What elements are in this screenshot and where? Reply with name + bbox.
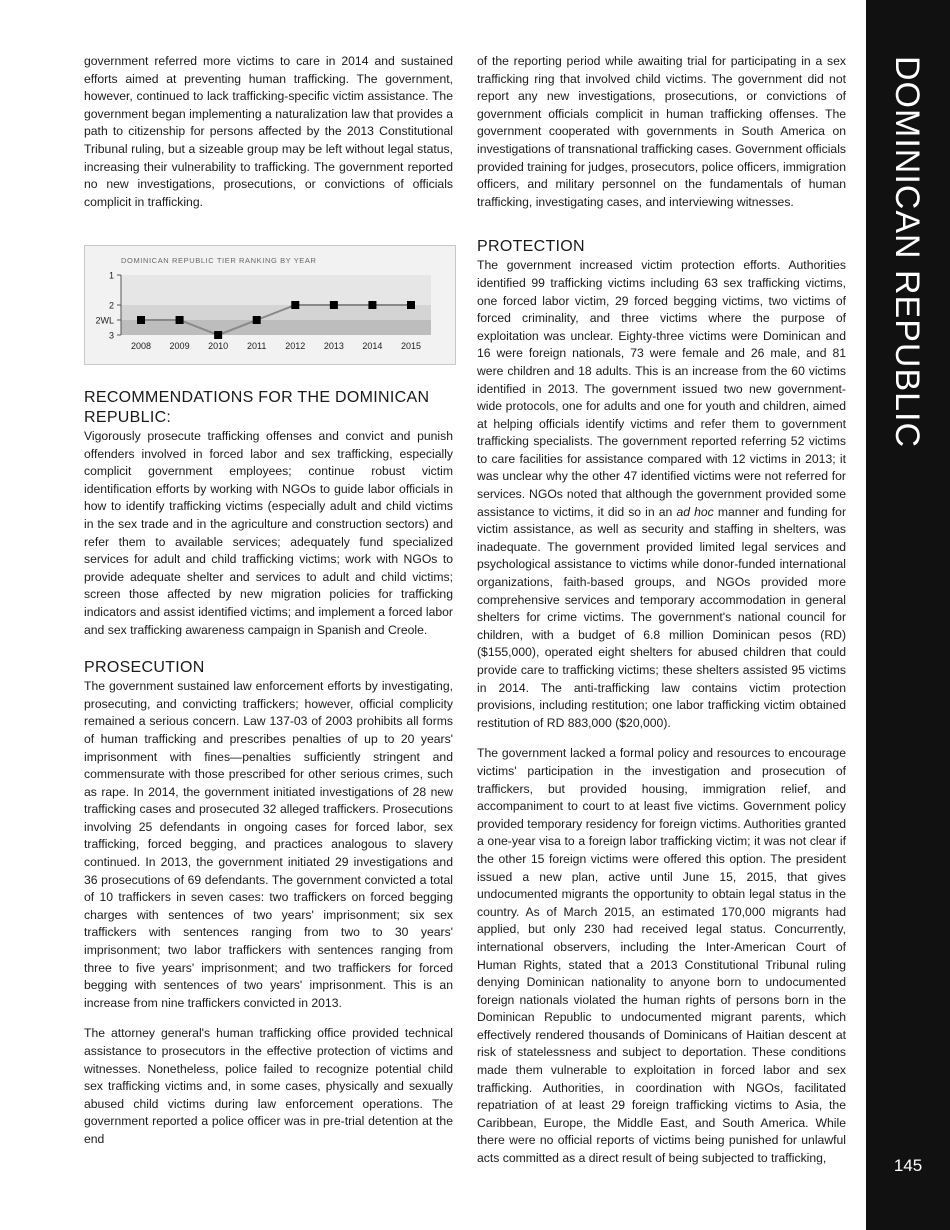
x-tick-label: 2013 (323, 341, 344, 351)
x-tick-label: 2009 (169, 341, 190, 351)
sidebar (866, 0, 950, 1230)
tier-point-2008 (137, 316, 145, 324)
chart-title: DOMINICAN REPUBLIC TIER RANKING BY YEAR (121, 256, 317, 265)
chart-canvas (85, 246, 455, 364)
prosecution-paragraph-2: The attorney general's human trafficking office provided technical assistance to prosecutors in the effective protection of victims and witnesses. Nonetheless, police failed to recognize potential child sex trafficking victims and, in some cases, physically and sexually abused child victims during law enforcement operations. The government reported a police officer was in pre-trial detention at the end (84, 1026, 453, 1146)
protection-text-a: The government increased victim protection efforts. Authorities identified 99 trafficking victims including 63 sex trafficking victims, one forced labor victim, 29 forced begging victims, two victims of forced criminality, and three victims where the purpose of exploitation was unclear. Eighty-three victims were Dominican and 16 were foreign nationals, 73 were female and 26 male, and 81 were children and 18 adults. This is an increase from the 60 victims identified in 2013. The government issued two new government-wide protocols, one for adults and one for youth and children, aimed at helping officials identify victims and refer them to government trafficking specialists. The government reported referring 52 victims to care facilities for assistance compared with 12 victims in 2013; it was unclear why the other 47 identified victims were not referred for services. NGOs noted that although the government provided some assistance to victims, it did so in an (477, 258, 846, 519)
recommendations-body: Vigorously prosecute trafficking offenses and convict and punish offenders involved in forced labor and sex trafficking, especially complicit government employees; continue robust victim identification efforts by working with NGOs to guide labor officials in how to identify trafficking victims (especially adult and child victims in the sex trade and in the agriculture and construction sectors) and refer them to available services; adequately fund specialized services for adult and child trafficking victims; work with NGOs to provide adequate shelter and services to adult and child victims; screen those affected by new migration policies for trafficking indicators and assist identified victims; and implement a forced labor and sex trafficking awareness campaign in Spanish and Creole. (84, 429, 453, 637)
y-tick-label: 2WL (95, 315, 114, 326)
protection-paragraph-1 (477, 257, 846, 732)
band-tier-2wl (121, 320, 431, 335)
recommendations-heading (84, 388, 453, 428)
tier-point-2014 (368, 301, 376, 309)
recommendations-heading-line1: RECOMMENDATIONS FOR THE DOMINICAN (84, 389, 430, 406)
protection-heading: PROTECTION (477, 238, 585, 256)
ad-hoc-term: ad hoc (676, 504, 714, 519)
x-tick-label: 2014 (362, 341, 383, 351)
intro-paragraph: government referred more victims to care in 2014 and sustained efforts aimed at preventing human trafficking. The government, however, continued to lack trafficking-specific victim assistance. The government began implementing a naturalization law that provides a path to citizenship for persons affected by the 2013 Constitutional Tribunal ruling, but a sizeable group may be left without legal status, increasing their vulnerability to trafficking. The government reported no new investigations, prosecutions, or convictions of officials complicit in trafficking. (84, 54, 453, 209)
y-tick-label: 1 (108, 270, 114, 281)
right-column (477, 53, 846, 1168)
x-tick-label: 2010 (208, 341, 229, 351)
y-tick-label: 2 (108, 300, 114, 311)
tier-point-2012 (291, 301, 299, 309)
tier-point-2015 (407, 301, 415, 309)
tier-point-2013 (330, 301, 338, 309)
recommendations-section (84, 388, 453, 1149)
tier-point-2011 (253, 316, 261, 324)
x-tick-label: 2012 (285, 341, 306, 351)
prosecution-continued: of the reporting period while awaiting trial for participating in a sex trafficking ring that involved child victims. The government did not report any new investigations, prosecutions, or convictions of government officials complicit in human trafficking offenses. The government cooperated with governments in South America on investigations of transnational trafficking cases. Government officials provided training for judges, prosecutors, police officers, immigration officers, and military personnel on the fundamentals of human trafficking, investigating cases, and interviewing witnesses. (477, 54, 846, 209)
x-tick-label: 2015 (400, 341, 422, 351)
prosecution-heading: PROSECUTION (84, 659, 205, 677)
recommendations-heading-line2: REPUBLIC: (84, 409, 172, 426)
protection-text-b: manner and funding for victim assistance, as well as security and staffing in shelters, was inadequate. The government provided limited legal services and psychological assistance to victims while donor-funded international organizations, faith-based groups, and NGOs provided more comprehensive services and temporary accommodation in general shelters for crime victims. The government's national council for children, with a budget of 6.8 million Dominican pesos (RD) ($155,000), operated eight shelters for abused children that could provide care to trafficking victims; these shelters assisted 95 victims in 2014. The anti-trafficking law contains victim protection provisions, including restitution; one labor trafficking victim obtained restitution of RD 883,000 ($20,000). (477, 504, 847, 730)
tier-point-2010 (214, 331, 222, 339)
band-tier-1 (121, 275, 431, 305)
protection-paragraph-2: The government lacked a formal policy and resources to encourage victims' participation in the investigation and prosecution of traffickers, but provided housing, immigration relief, and accompaniment to court to at least five victims. Government policy provided temporary residency for foreign victims. Authorities granted a one-year visa to a foreign labor trafficking victim; it was not clear if the other 15 foreign victims were offered this option. The president issued a new plan, active until June 15, 2015, that gives undocumented migrants the opportunity to obtain legal status in the country. As of March 2015, an estimated 170,000 migrants had applied, but only 230 had received legal status. Concurrently, international observers, including the Inter-American Court of Human Rights, stated that a 2013 Constitutional Tribunal ruling denying Dominican nationality to anyone born to undocumented foreign nationals violated the human rights of persons born in the Dominican Republic to undocumented migrant parents, which effectively rendered thousands of Dominicans of Haitian descent at risk of statelessness and subject to deportation. These conditions made them vulnerable to exploitation in forced labor and sex trafficking. Authorities, in coordination with NGOs, facilitated repatriation of at least 29 foreign trafficking victims to Asia, the Caribbean, Europe, the Middle East, and South America. While there were no official reports of victims being punished for unlawful acts committed as a direct result of being subjected to trafficking, (477, 746, 846, 1166)
prosecution-paragraph-1: The government sustained law enforcement efforts by investigating, prosecuting, and convicting traffickers; however, official complicity remained a serious concern. Law 137-03 of 2003 prohibits all forms of human trafficking and prescribes penalties of up to 20 years' imprisonment with fines—penalties sufficiently stringent and commensurate with those prescribed for other serious crimes, such as rape. In 2014, the government initiated investigations of 28 new trafficking cases and prosecuted 32 alleged traffickers. Prosecutions involving 25 defendants in ongoing cases for forced labor, sex trafficking, forced begging, and practices analogous to slavery continued. In 2013, the government initiated 29 investigations and 36 prosecutions of 69 defendants. The government convicted a total of 10 traffickers in seven cases: two traffickers on forced begging charges with sentences of two years' imprisonment; six sex traffickers with sentences ranging from two to 30 years' imprisonment; two labor traffickers with sentences ranging from three to five years' imprisonment; and two traffickers for forced begging with sentences of two years' imprisonment. This is an increase from nine traffickers convicted in 2013. (84, 679, 453, 1010)
country-title: DOMINICAN REPUBLIC (888, 56, 926, 449)
x-tick-label: 2008 (130, 341, 152, 351)
x-tick-label: 2011 (247, 341, 267, 351)
tier-ranking-chart (84, 245, 456, 365)
left-column (84, 53, 453, 211)
y-tick-label: 3 (108, 330, 114, 341)
page-number: 145 (893, 1156, 923, 1175)
tier-point-2009 (176, 316, 184, 324)
